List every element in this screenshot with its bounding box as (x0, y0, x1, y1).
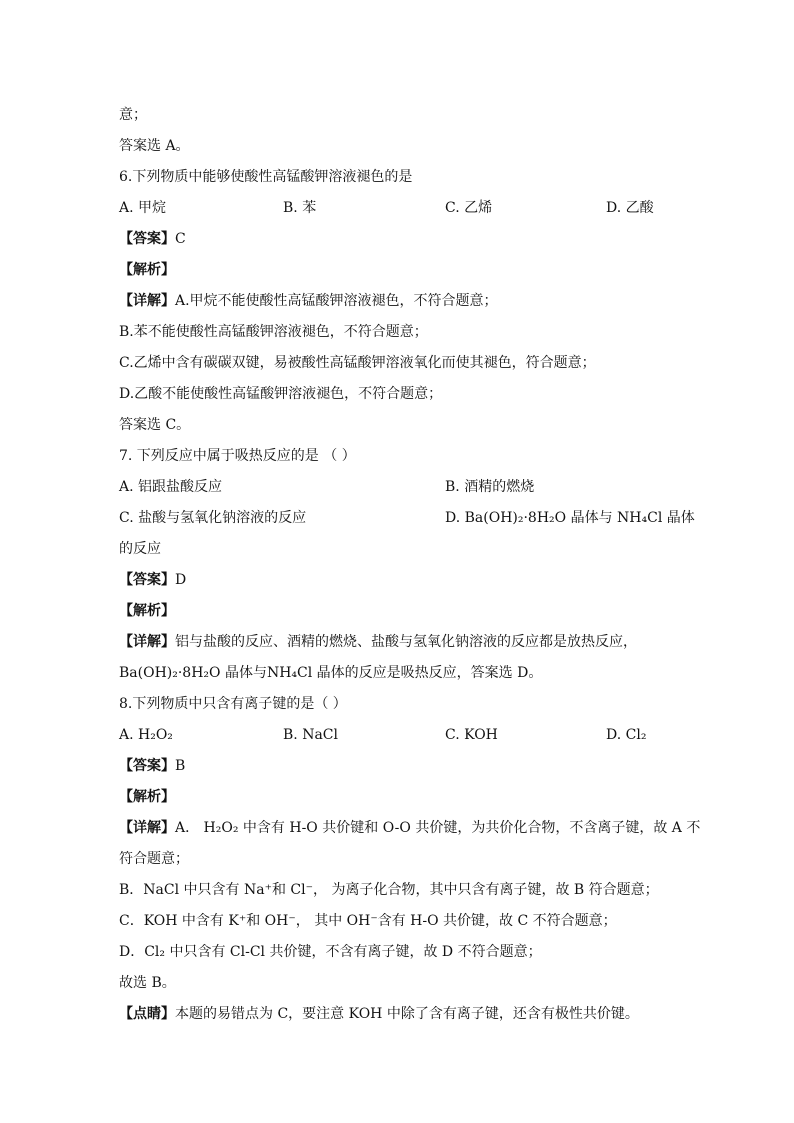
section-marker: 【解析】 (119, 262, 175, 278)
text-line: 【详解】A． H₂O₂ 中含有 H-O 共价键和 O-O 共价键，为共价化合物，不含离子键，故 A 不 (119, 820, 701, 836)
option-choice: A. H₂O₂ (119, 727, 173, 743)
text-line: 符合题意； (119, 851, 189, 867)
document-page (119, 100, 701, 1030)
option-choice: D. 乙酸 (606, 200, 654, 216)
option-choice: C. KOH (445, 727, 498, 743)
text-line: 【答案】B (119, 758, 186, 774)
option-choice: C. 盐酸与氢氧化钠溶液的反应 (119, 510, 307, 526)
text-line (119, 193, 679, 224)
text-line (119, 720, 679, 751)
text-line: 故选 B。 (119, 975, 176, 991)
option-choice: D. Ba(OH)₂·8H₂O 晶体与 NH₄Cl 晶体 (445, 510, 695, 526)
section-marker: 【解析】 (119, 603, 175, 619)
text-line: 【答案】C (119, 231, 186, 247)
text-line (119, 596, 679, 627)
option-choice: D. Cl₂ (606, 727, 647, 743)
option-choice: A. 铝跟盐酸反应 (119, 479, 223, 495)
text-line: D.乙酸不能使酸性高锰酸钾溶液褪色，不符合题意； (119, 386, 443, 402)
section-marker: 【详解】 (119, 634, 175, 650)
section-marker: 【详解】 (119, 820, 175, 836)
section-marker: 【详解】 (119, 293, 175, 309)
text-line (119, 503, 695, 534)
text-line: D．Cl₂ 中只含有 Cl-Cl 共价键，不含有离子键，故 D 不符合题意； (119, 944, 542, 960)
text-line: Ba(OH)₂·8H₂O 晶体与NH₄Cl 晶体的反应是吸热反应，答案选 D。 (119, 665, 543, 681)
text-line: 【点睛】本题的易错点为 C，要注意 KOH 中除了含有离子键，还含有极性共价键。 (119, 1006, 639, 1022)
text-line: B．NaCl 中只含有 Na⁺和 Cl⁻， 为离子化合物，其中只含有离子键，故 B 符合题意； (119, 882, 659, 898)
text-line: 【详解】A.甲烷不能使酸性高锰酸钾溶液褪色，不符合题意； (119, 293, 498, 309)
text-line: 6.下列物质中能够使酸性高锰酸钾溶液褪色的是 (119, 169, 413, 185)
section-marker: 【点睛】 (119, 1006, 175, 1022)
section-marker: 【答案】 (119, 572, 175, 588)
section-marker: 【答案】 (119, 231, 175, 247)
text-line: 【详解】铝与盐酸的反应、酒精的燃烧、盐酸与氢氧化钠溶液的反应都是放热反应， (119, 634, 637, 650)
section-marker: 【答案】 (119, 758, 175, 774)
text-line: B.苯不能使酸性高锰酸钾溶液褪色，不符合题意； (119, 324, 428, 340)
text-line (119, 782, 679, 813)
text-line: 7. 下列反应中属于吸热反应的是 （ ） (119, 448, 356, 464)
section-marker: 【解析】 (119, 789, 175, 805)
text-line: 8.下列物质中只含有离子键的是（ ） (119, 696, 347, 712)
text-line: 答案选 C。 (119, 417, 191, 433)
option-choice: B. 苯 (283, 200, 317, 216)
text-line: 【答案】D (119, 572, 187, 588)
option-choice: B. 酒精的燃烧 (445, 479, 535, 495)
text-line: 的反应 (119, 541, 161, 557)
option-choice: A. 甲烷 (119, 200, 167, 216)
text-line (119, 472, 679, 503)
text-line: 意； (119, 107, 147, 123)
text-line (119, 255, 679, 286)
option-choice: C. 乙烯 (445, 200, 493, 216)
option-choice: B. NaCl (283, 727, 338, 743)
text-line: C.乙烯中含有碳碳双键，易被酸性高锰酸钾溶液氧化而使其褪色，符合题意； (119, 355, 596, 371)
text-line: 答案选 A。 (119, 138, 190, 154)
text-line: C．KOH 中含有 K⁺和 OH⁻， 其中 OH⁻含有 H-O 共价键，故 C 不符合题意； (119, 913, 617, 929)
